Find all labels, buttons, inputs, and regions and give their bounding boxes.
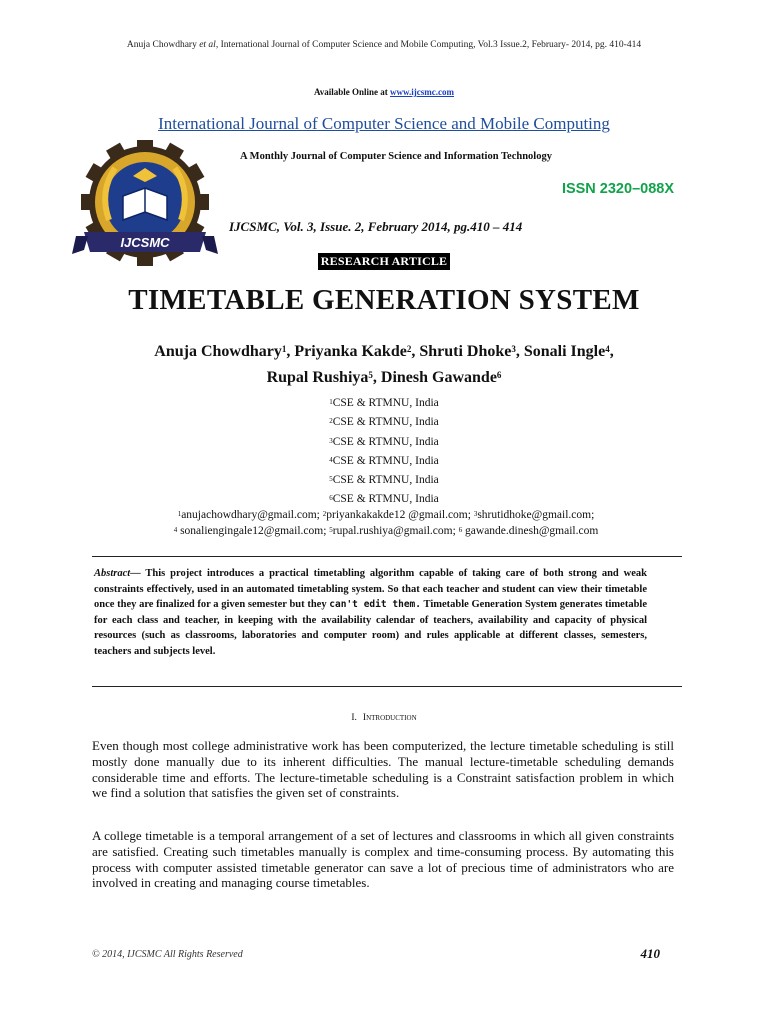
affiliation-item [0,413,768,432]
email-mark: 5 [329,526,333,534]
affiliation-mark: 1 [329,398,333,406]
availability-line [0,87,768,97]
journal-website-link[interactable]: www.ijcsmc.com [390,87,455,97]
affiliation-mark: 4 [329,455,333,464]
abstract-mono-phrase: can't edit them. [329,599,421,611]
author-mark: 4 [605,344,610,354]
section-heading [0,713,768,723]
author-name: Dinesh Gawande [380,369,497,386]
email-mark: 3 [473,510,478,518]
email-line-1 [4,507,768,523]
affiliation-item [0,394,768,413]
author-name: Shruti Dhoke [419,343,512,360]
header-author-suffix: et al [199,40,216,50]
affiliation-text: CSE & RTMNU, India [332,493,439,506]
affiliation-text: CSE & RTMNU, India [332,397,439,409]
affiliation-text: CSE & RTMNU, India [332,435,439,448]
author-mark: 2 [406,344,412,354]
affiliation-mark: 3 [329,436,333,445]
email-address[interactable]: anujachowdhary@gmail.com; [181,509,320,521]
abstract-bottom-rule [92,686,682,687]
affiliation-list [0,394,768,510]
affiliation-mark: 6 [329,494,333,503]
body-paragraph: Even though most college administrative work has been computerized, the lecture timetable scheduling is still mostly done manually due to its inherent difficulties. The manual lecture-timetable scheduling demands considerable time and efforts. The lecture-timetable scheduling is a Constraint satisfaction problem in which we find a solution that satisfies the given set of constraints. [92,738,674,801]
affiliation-text: CSE & RTMNU, India [332,474,439,487]
affiliation-mark: 2 [329,417,333,426]
email-mark: 4 [173,526,178,534]
abstract-dash: — [130,568,146,579]
email-address[interactable]: sonaliengingale12@gmail.com; [180,525,327,537]
author-mark: 5 [368,370,373,380]
abstract-top-rule [92,556,682,557]
journal-subtitle: A Monthly Journal of Computer Science and Information Technology [240,151,552,162]
abstract-text-1: This project introduces a practical timetabling algorithm capable of taking care of both strong and weak constraints effectively, used in an automated timetabling system. So that each teacher and student can view their timetable once they are finalized for a given semester but they [94,568,648,611]
footer-copyright: © 2014, IJCSMC All Rights Reserved [92,949,243,960]
body-paragraph: A college timetable is a temporal arrangement of a set of lectures and classrooms in which all given constraints are satisfied. Creating such timetables manually is complex and time-consuming process. By automating this process with computer assisted timetable generator can save a lot of precious time of administrators who are involved in creating and managing course timetables. [92,828,674,891]
article-type-wrap [0,252,768,270]
author-name: Sonali Ingle [523,343,606,360]
author-line-1: Anuja Chowdhary$^1$, Priyanka Kakde$^2$, Shruti Dhoke$^3$, Sonali Ingle$^4$, [154,343,614,360]
affiliation-item [0,433,768,452]
email-address[interactable]: priyankakakde12 @gmail.com; [326,509,471,521]
author-name: Priyanka Kakde [294,343,407,360]
affiliation-text: CSE & RTMNU, India [332,416,439,429]
section-number: I. [351,713,357,723]
affiliation-item [0,452,768,471]
page-number: 410 [640,946,660,961]
author-mark: 6 [496,370,502,380]
author-list [0,339,768,391]
email-mark: 1 [177,510,182,518]
email-line-2 [4,523,768,539]
affiliation-item [0,471,768,490]
running-header [0,40,768,50]
email-mark: 6 [458,526,463,534]
abstract-label: Abstract [94,568,131,579]
journal-title: International Journal of Computer Science and Mobile Computing [158,114,610,133]
author-mark: 1 [281,344,287,354]
email-address[interactable]: rupal.rushiya@gmail.com; [332,525,456,537]
author-name: Rupal Rushiya [266,369,369,386]
issn: ISSN 2320–088X [561,181,674,197]
author-name: Anuja Chowdhary [154,343,282,360]
header-citation: , International Journal of Computer Science and Mobile Computing, Vol.3 Issue.2, February- 2014, pg. 410-414 [215,40,642,50]
email-mark: 2 [322,510,327,518]
affiliation-mark: 5 [329,475,333,484]
availability-label: Available Online at [313,87,388,97]
section-title: Introduction [362,713,417,723]
author-mark: 3 [511,344,516,354]
abstract-text-2: Timetable Generation System generates timetable for each class and teacher, in keeping with the availability calendar of teachers, availability and capacity of physical resources (such as classrooms, laboratories and computer room) and rules applicable at different classes, semesters, teachers and subjects level. [94,599,648,657]
email-address[interactable]: shrutidhoke@gmail.com; [477,509,595,521]
journal-citation: IJCSMC, Vol. 3, Issue. 2, February 2014, pg.410 – 414 [229,219,523,234]
author-line-2: Rupal Rushiya$^5$, Dinesh Gawande$^6$ [266,369,502,386]
logo-lettering: IJCSMC [120,235,170,250]
email-address[interactable]: gawande.dinesh@gmail.com [465,525,599,537]
paper-title: TIMETABLE GENERATION SYSTEM [128,284,640,316]
header-author: Anuja Chowdhary [126,40,197,50]
affiliation-text: CSE & RTMNU, India [332,454,439,467]
abstract [94,566,647,660]
email-list [0,507,768,539]
article-type-badge: RESEARCH ARTICLE [318,253,450,270]
